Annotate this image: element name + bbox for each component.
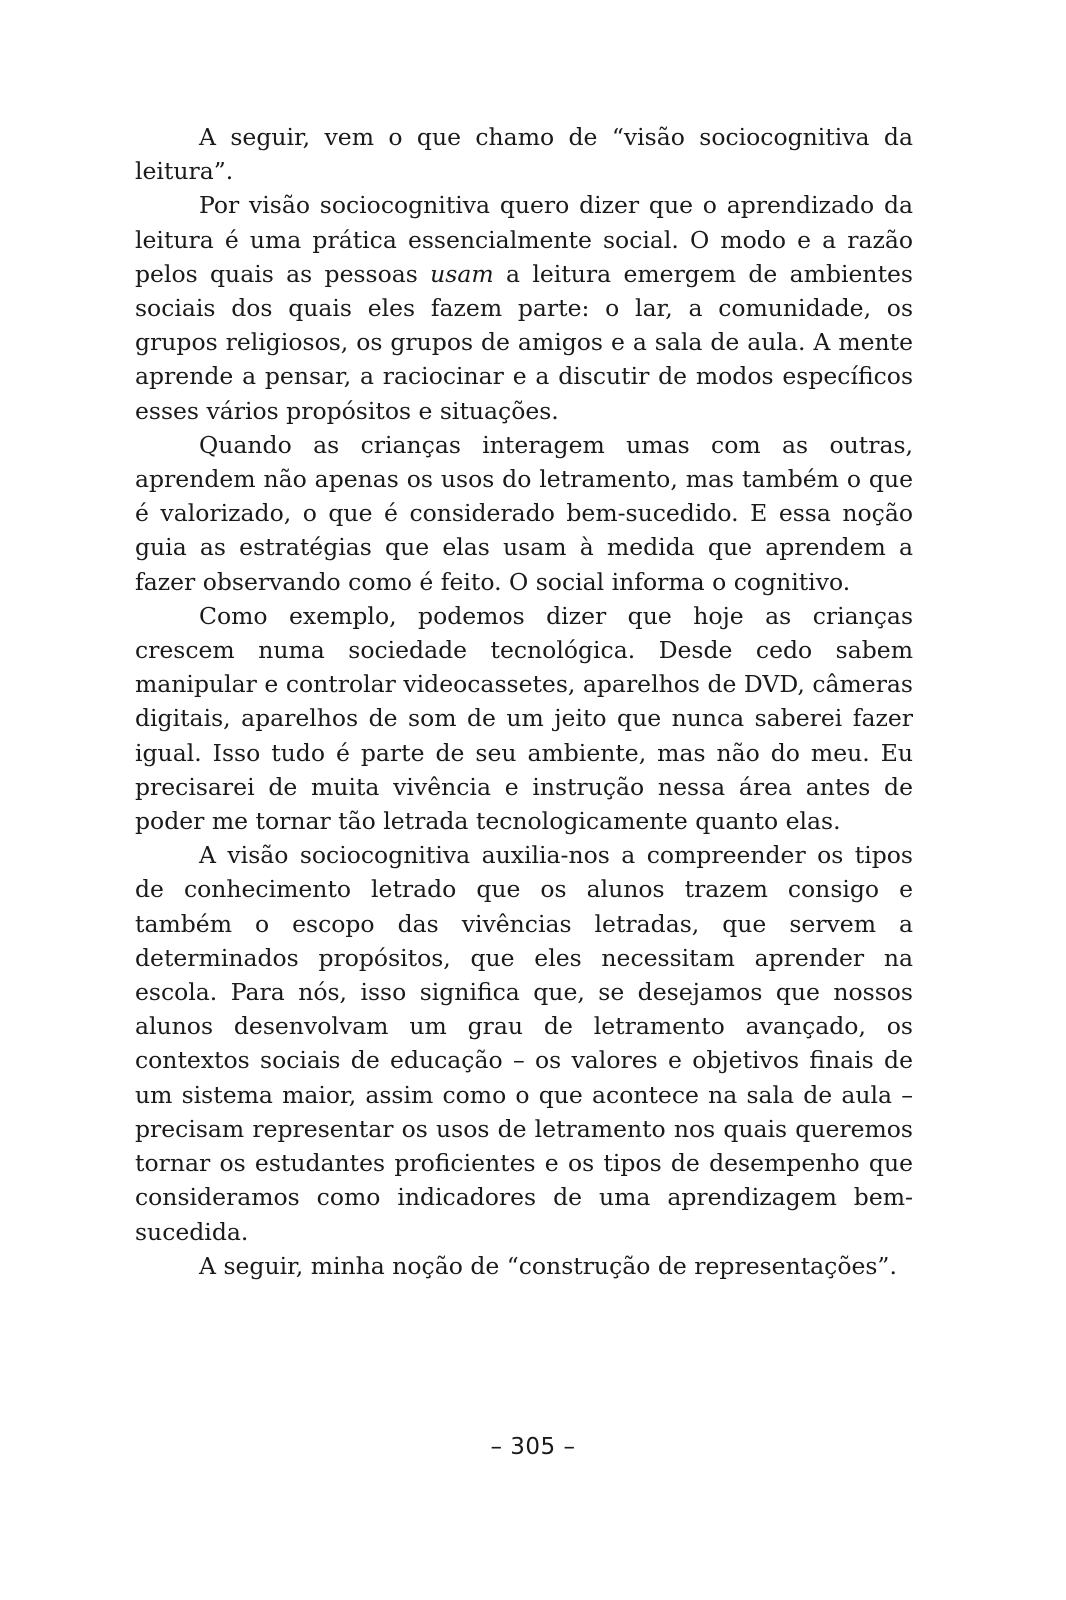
paragraph-2-text-start: Por visão sociocognitiva quero dizer que o aprendizado da leitura é uma prática essencialmente social. O modo e a razão pelos quais as pessoas — [135, 191, 913, 288]
paragraph-3: Quando as crianças interagem umas com as outras, aprendem não apenas os usos do letramento, mas também o que é valorizado, o que é considerado bem-sucedido. E essa noção guia as estratégias que elas usam à medida que aprendem a fazer observando como é feito. O social informa o cognitivo. — [135, 430, 913, 596]
page-number: – 305 – — [490, 1434, 576, 1460]
paragraph-1: A seguir, vem o que chamo de “visão sociocognitiva da leitura”. — [135, 123, 913, 186]
paragraph-4: Como exemplo, podemos dizer que hoje as crianças crescem numa sociedade tecnológica. Desde cedo sabem manipular e controlar videocassetes, aparelhos de DVD, câmeras digitais, aparelhos de som de um jeito que nunca saberei fazer igual. Isso tudo é parte de seu ambiente, mas não do meu. Eu precisarei de muita vivência e instrução nessa área antes de poder me tornar tão letrada tecnologicamente quanto elas. — [135, 601, 913, 836]
paragraph-5: A visão sociocognitiva auxilia-nos a compreender os tipos de conhecimento letrado que os alunos trazem consigo e também o escopo das vivências letradas, que servem a determinados propósitos, que eles necessitam aprender na escola. Para nós, isso significa que, se desejamos que nossos alunos desenvolvam um grau de letramento avançado, os contextos sociais de educação – os valores e objetivos finais de um sistema maior, assim como o que acontece na sala de aula – precisam representar os usos de letramento nos quais queremos tornar os estudantes proficientes e os tipos de desempenho que consideramos como indicadores de uma aprendizagem bem-sucedida. — [135, 841, 913, 1246]
emphasized-word: usam — [430, 259, 494, 288]
body-text — [135, 120, 913, 1283]
paragraph-2 — [135, 188, 913, 427]
paragraph-2-text-end: a leitura emergem de ambientes sociais dos quais eles fazem parte: o lar, a comunidade, os grupos religiosos, os grupos de amigos e a sala de aula. A mente aprende a pensar, a raciocinar e a discutir de modos específicos esses vários propósitos e situações. — [135, 259, 913, 425]
paragraph-6: A seguir, minha noção de “construção de representações”. — [199, 1251, 897, 1280]
